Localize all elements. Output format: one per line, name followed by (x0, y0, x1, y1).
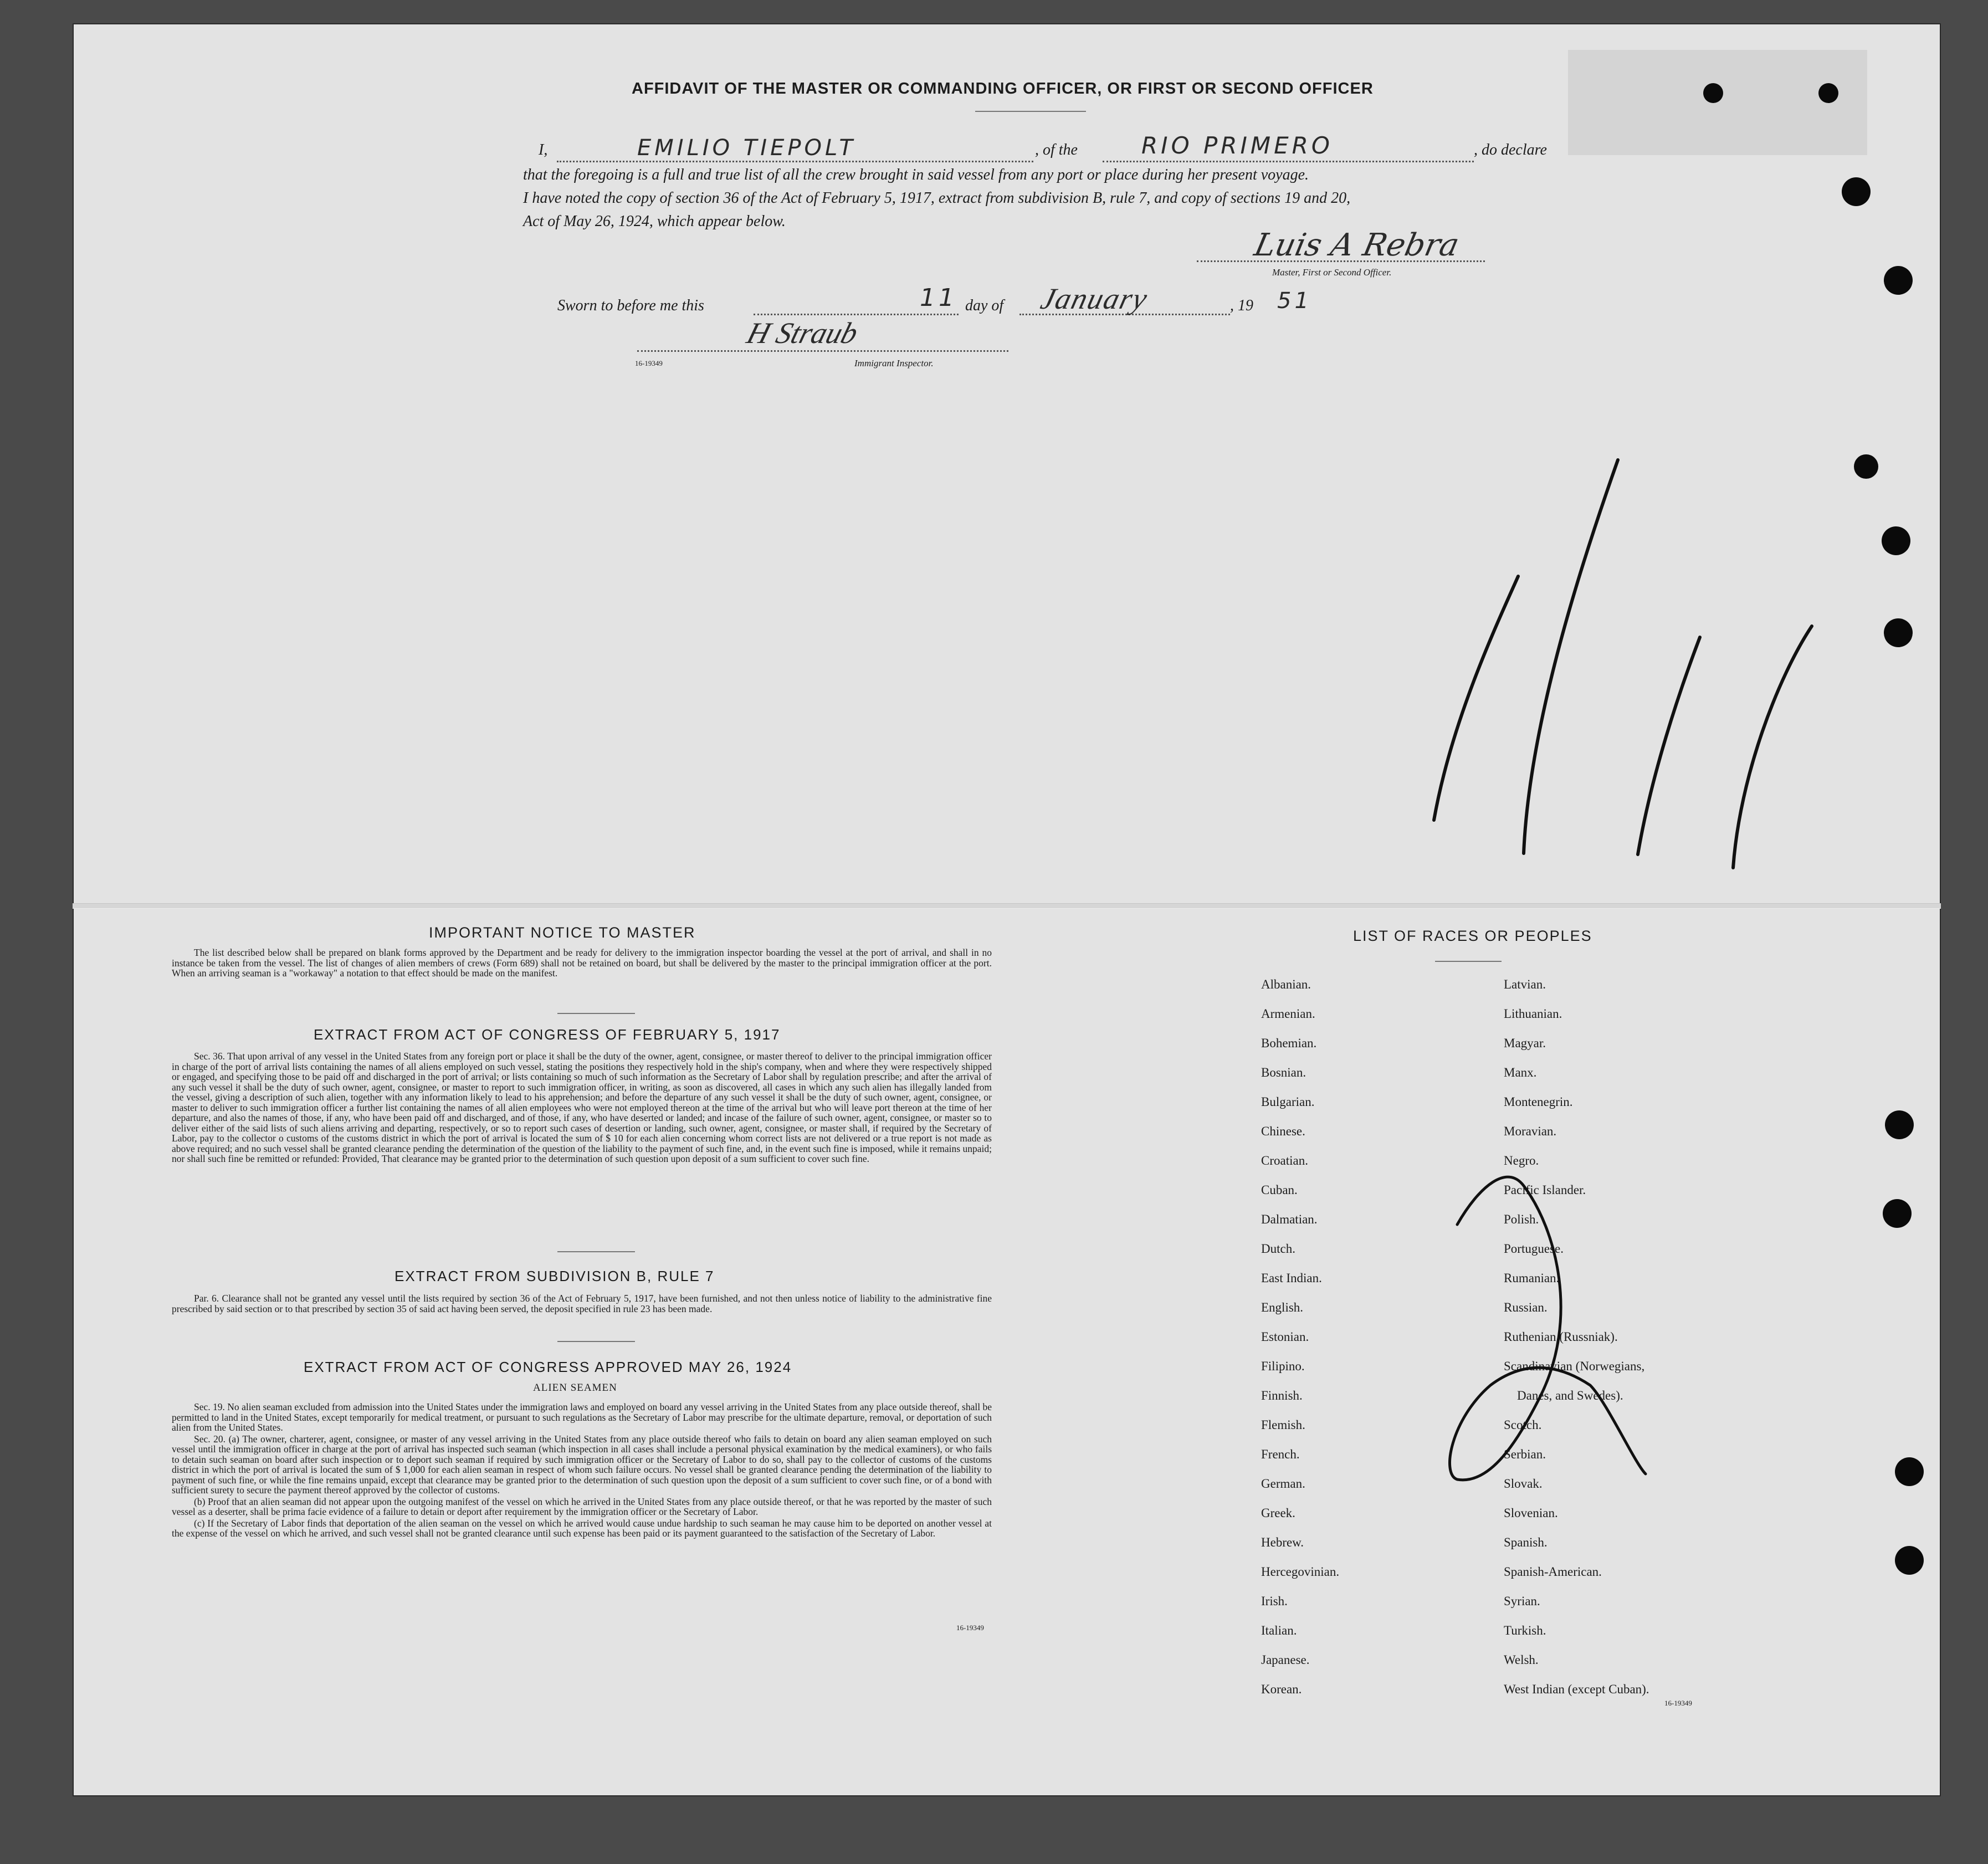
race-item: Irish. (1261, 1594, 1288, 1608)
affidavit-line2: that the foregoing is a full and true list of all the crew brought in said vessel from any port or place during her present voyage. (523, 166, 1309, 183)
race-item: Estonian. (1261, 1330, 1309, 1344)
divider (557, 1341, 635, 1342)
day-of-text: day of (965, 297, 1004, 314)
race-item: Korean. (1261, 1682, 1302, 1696)
affidavit-declare: , do declare (1474, 141, 1547, 158)
affidavit-title: AFFIDAVIT OF THE MASTER OR COMMANDING OFFICER, OR FIRST OR SECOND OFFICER (632, 80, 1374, 98)
extract-1917-text (172, 1051, 992, 1165)
punch-hole (1703, 83, 1723, 103)
extract-form-number: 16-19349 (956, 1624, 984, 1632)
race-item: Italian. (1261, 1624, 1297, 1637)
race-item: Negro. (1504, 1154, 1539, 1167)
section-20b-paragraph: (b) Proof that an alien seaman did not appear upon the outgoing manifest of the vessel on which he arrived in the United States from any place outside thereof, or that he was reported by the master of such vessel as a deserter, shall be prima facie evidence of a failure to detain or deport after requirement by the immigration officer or the Secretary of Labor. (172, 1496, 992, 1517)
punch-hole (1884, 266, 1913, 295)
tape-residue (1568, 50, 1867, 155)
vessel-name-line (1103, 161, 1474, 162)
race-item: German. (1261, 1477, 1305, 1491)
race-item: English. (1261, 1300, 1304, 1314)
race-item: Montenegrin. (1504, 1095, 1573, 1109)
extract-1924-text (172, 1402, 992, 1540)
sworn-text: Sworn to before me this (557, 297, 704, 314)
races-title: LIST OF RACES OR PEOPLES (1353, 928, 1592, 944)
notice-paragraph: The list described below shall be prepared on blank forms approved by the Department and be ready for delivery to the immigration inspector boarding the vessel at the port of arrival, and shall in no instance be taken from the vessel. The list of changes of alien members of crews (Form 689) shall not be retained on board, but shall be delivered by the master to the principal immigration officer at the port. When an arriving seaman is a "workaway" a notation to that effect should be made on the manifest. (172, 947, 992, 979)
punch-hole (1895, 1457, 1924, 1486)
race-item: Armenian. (1261, 1007, 1315, 1021)
race-item: Cuban. (1261, 1183, 1298, 1197)
race-item: Syrian. (1504, 1594, 1540, 1608)
section-36-paragraph: Sec. 36. That upon arrival of any vessel in the United States from any foreign port or place it shall be the duty of the owner, agent, consignee, or master thereof to deliver to the principal immigration officer in charge of the port of arrival lists containing the names of all aliens employed on such vessel, stating the positions they respectively hold in the ship's company, when and where they were respectively shipped or engaged, and specifying those to be paid off and discharged in the port of arrival; or lists containing so much of such information as the Secretary of Labor shall by regulation prescribe; and after the arrival of any such vessel it shall be the duty of such owner, agent, consignee, or master to report to such immigration officer, in writing, as soon as discovered, all cases in which any such alien has illegally landed from the vessel, giving a description of such alien, together with any information likely to lead to his apprehension; and before the departure of any such vessel it shall be the duty of such owner, agent, consignee, or master to deliver to such immigration officer a further list containing the names of all alien employees who were not employed thereon at the time of the arrival but who will leave port thereon at the time of her departure, and also the names of those, if any, who have been paid off and discharged, and of those, if any, who have deserted or landed; and incase of the failure of such owner, agent, consignee, or master so to deliver either of the said lists of such aliens arriving and departing, respectively, or so to report such cases of desertion or landing, such owner, agent, consignee, or master shall, if required by the Secretary of Labor, pay to the collector o customs of the customs district in which the port of arrival is located the sum of $ 10 for each alien concerning whom correct lists are not delivered or a true report is not made as above required; and no such vessel shall be granted clearance pending the determination of the question of the liability to the payment of such fine, and, in the event such fine is imposed, while it remains unpaid; nor shall such fine be remitted or refunded: Provided, That clearance may be granted prior to the determination of such question upon deposit of a sum sufficient to cover such fine. (172, 1051, 992, 1164)
race-item: Greek. (1261, 1506, 1295, 1520)
signature-caption: Master, First or Second Officer. (1272, 267, 1392, 278)
master-signature: Luis A Rebra (1251, 227, 1463, 263)
race-item: Dutch. (1261, 1242, 1295, 1256)
race-item: Danes, and Swedes). (1517, 1389, 1623, 1402)
race-item: Manx. (1504, 1066, 1537, 1079)
race-item: Croatian. (1261, 1154, 1308, 1167)
affidavit-of-the: , of the (1035, 141, 1078, 158)
sworn-month: January (1037, 282, 1152, 315)
race-item: Russian. (1504, 1300, 1548, 1314)
tally-stroke (1733, 626, 1812, 868)
race-item: Pacific Islander. (1504, 1183, 1586, 1197)
alien-seamen-subtitle: ALIEN SEAMEN (533, 1382, 617, 1394)
punch-hole (1884, 618, 1913, 647)
divider (557, 1013, 635, 1014)
inspector-line (637, 350, 1008, 352)
race-item: Lithuanian. (1504, 1007, 1562, 1021)
signature-line (1197, 260, 1485, 262)
race-item: Finnish. (1261, 1389, 1303, 1402)
year-prefix: , 19 (1230, 297, 1253, 314)
tally-stroke (1434, 576, 1518, 820)
master-name: EMILIO TIEPOLT (637, 135, 856, 161)
race-item: Chinese. (1261, 1124, 1305, 1138)
notice-title: IMPORTANT NOTICE TO MASTER (429, 924, 696, 941)
par-6-paragraph: Par. 6. Clearance shall not be granted any vessel until the lists required by section 36 of the Act of February 5, 1917, have been furnished, and not then unless notice of liability to the administrative fine prescribed by said section or to that prescribed by section 35 of said act having been served, the deposit specified in rule 23 has been made. (172, 1293, 992, 1314)
race-item: Serbian. (1504, 1447, 1546, 1461)
sworn-day-line (754, 314, 959, 315)
race-item: Albanian. (1261, 977, 1311, 991)
punch-hole (1854, 454, 1878, 479)
fold-line (73, 903, 1941, 909)
race-item: Hercegovinian. (1261, 1565, 1340, 1579)
race-item: Hebrew. (1261, 1535, 1304, 1549)
punch-hole (1885, 1110, 1914, 1139)
tally-stroke (1638, 637, 1700, 854)
divider (557, 1251, 635, 1252)
race-item: Spanish. (1504, 1535, 1548, 1549)
extract-1924-title: EXTRACT FROM ACT OF CONGRESS APPROVED MAY 26, 1924 (304, 1359, 792, 1375)
race-item: Slovak. (1504, 1477, 1543, 1491)
punch-hole (1882, 526, 1910, 555)
affidavit-line4: Act of May 26, 1924, which appear below. (523, 213, 786, 230)
notice-text (172, 948, 992, 980)
race-item: Japanese. (1261, 1653, 1310, 1667)
vessel-name: RIO PRIMERO (1141, 132, 1333, 159)
race-item: Rumanian. (1504, 1271, 1560, 1285)
affidavit-form-number: 16-19349 (635, 359, 663, 367)
divider (1435, 961, 1502, 962)
race-item: Bulgarian. (1261, 1095, 1315, 1109)
year-suffix: 51 (1277, 288, 1312, 314)
race-item: Bosnian. (1261, 1066, 1306, 1079)
sworn-day: 11 (920, 284, 957, 312)
inspector-signature: H Straub (743, 316, 862, 350)
race-item: Ruthenian (Russniak). (1504, 1330, 1618, 1344)
extract-1917-title: EXTRACT FROM ACT OF CONGRESS OF FEBRUARY 5, 1917 (314, 1026, 781, 1043)
race-item: West Indian (except Cuban). (1504, 1682, 1649, 1696)
race-item: Latvian. (1504, 977, 1546, 991)
section-20c-paragraph: (c) If the Secretary of Labor finds that deportation of the alien seaman on the vessel on which he arrived would cause undue hardship to such seaman he may cause him to be deported on another vessel at the expense of the vessel on which he arrived, and such vessel shall not be granted clearance until such expense has been paid or its payment guaranteed to the satisfaction of the Secretary of Labor. (172, 1517, 992, 1539)
race-item: Magyar. (1504, 1036, 1546, 1050)
extract-rule7-text (172, 1293, 992, 1315)
race-item: Filipino. (1261, 1359, 1305, 1373)
race-item: East Indian. (1261, 1271, 1322, 1285)
inspector-caption: Immigrant Inspector. (854, 358, 934, 368)
race-item: Moravian. (1504, 1124, 1557, 1138)
punch-hole (1895, 1546, 1924, 1575)
master-name-line (557, 161, 1033, 162)
race-item: Turkish. (1504, 1624, 1546, 1637)
tally-stroke (1524, 460, 1618, 853)
affidavit-i: I, (539, 141, 548, 158)
title-underline (975, 111, 1086, 112)
race-item: Slovenian. (1504, 1506, 1558, 1520)
punch-hole (1883, 1199, 1912, 1228)
punch-hole (1842, 177, 1871, 206)
section-20a-paragraph: Sec. 20. (a) The owner, charterer, agent, consignee, or master of any vessel arriving in the United States from any place outside thereof who fails to detain on board any alien seaman employed on such vessel until the immigration officer in charge at the port of arrival has inspected such seaman (which inspection in all cases shall include a personal physical examination by the medical examiners), or who fails to detain such seaman on board after such inspection or to deport such seaman if required by such immigration officer or the Secretary of Labor to do so, shall pay to the collector of customs of the customs district in which the port of arrival is located the sum of $ 1,000 for each alien seaman in respect of whom such failure occurs. No vessel shall be granted clearance pending the determination of the liability to payment of such fine, or while the fine remains unpaid, except that clearance may be granted prior to the determination of such question upon the deposit of a sum sufficient to cover such fine, or of a bond with sufficient surety to secure the payment thereof approved by the collector of customs. (172, 1433, 992, 1496)
punch-hole (1818, 83, 1838, 103)
race-item: Flemish. (1261, 1418, 1305, 1432)
race-item: Spanish-American. (1504, 1565, 1602, 1579)
race-item: Portuguese. (1504, 1242, 1564, 1256)
race-item: Polish. (1504, 1212, 1539, 1226)
race-item: Welsh. (1504, 1653, 1539, 1667)
race-item: French. (1261, 1447, 1300, 1461)
race-item: Bohemian. (1261, 1036, 1317, 1050)
extract-rule7-title: EXTRACT FROM SUBDIVISION B, RULE 7 (394, 1268, 715, 1284)
tally-marks (1418, 443, 1840, 887)
race-item: Scandinavian (Norwegians, (1504, 1359, 1645, 1373)
race-item: Dalmatian. (1261, 1212, 1318, 1226)
handwritten-mark (1446, 1153, 1679, 1507)
affidavit-line3: I have noted the copy of section 36 of the Act of February 5, 1917, extract from subdivision B, rule 7, and copy of sections 19 and 20, (523, 190, 1351, 207)
races-form-number: 16-19349 (1664, 1699, 1692, 1707)
section-19-paragraph: Sec. 19. No alien seaman excluded from admission into the United States under the immigration laws and employed on board any vessel arriving in the United States from any place outside thereof, shall be permitted to land in the United States, except temporarily for medical treatment, or pursuant to such regulations as the Secretary of Labor may prescribe for the ultimate departure, removal, or deportation of such alien from the United States. (172, 1401, 992, 1433)
race-item: Scotch. (1504, 1418, 1542, 1432)
